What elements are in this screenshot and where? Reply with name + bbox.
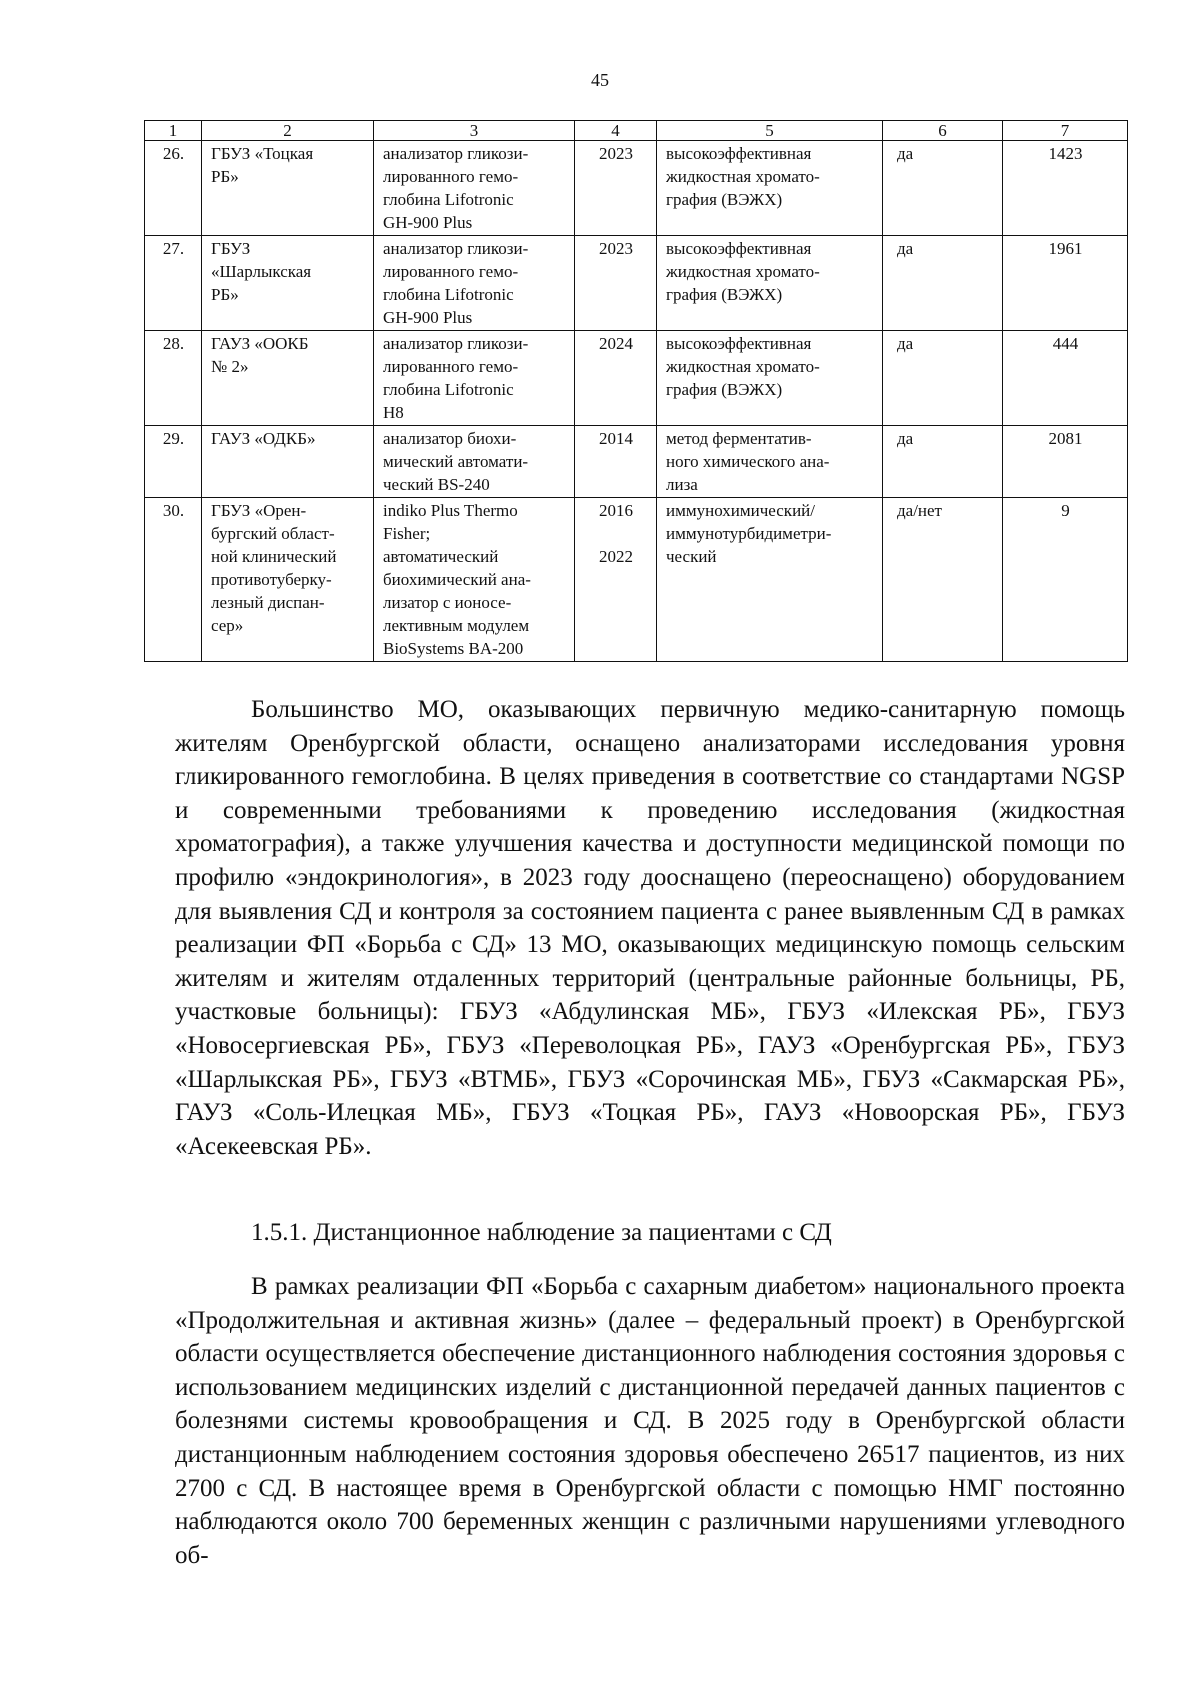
organization-cell: ГБУЗ «Шарлыкская РБ» bbox=[202, 236, 374, 331]
row-number: 29. bbox=[145, 426, 202, 498]
table-header-cell: 4 bbox=[575, 121, 657, 141]
device-cell: анализатор гликози- лированного гемо- глобина Lifotronic GH-900 Plus bbox=[374, 141, 575, 236]
page-number: 45 bbox=[591, 70, 609, 90]
year-cell: 2024 bbox=[575, 331, 657, 426]
device-cell: анализатор гликози- лированного гемо- глобина Lifotronic H8 bbox=[374, 331, 575, 426]
organization-cell: ГБУЗ «Тоцкая РБ» bbox=[202, 141, 374, 236]
table-row bbox=[145, 426, 1128, 498]
count-cell: 9 bbox=[1003, 498, 1128, 662]
organization-cell: ГАУЗ «ОДКБ» bbox=[202, 426, 374, 498]
table-header-cell: 5 bbox=[657, 121, 883, 141]
paragraph-remote-monitoring: В рамках реализации ФП «Борьба с сахарным диабетом» национального проекта «Продолжительная и активная жизнь» (далее – федеральный проект) в Оренбургской области осуществляется обеспечение дистанционного наблюдения состояния здоровья с использованием медицинских изделий с дистанционной передачей данных пациентов с болезнями системы кровообращения и СД. В 2025 году в Оренбургской области дистанционным наблюдением состояния здоровья обеспечено 26517 пациентов, из них 2700 с СД. В настоящее время в Оренбургской области с помощью НМГ постоянно наблюдаются около 700 беременных женщин с различными нарушениями углеводного об- bbox=[175, 1273, 1125, 1569]
device-cell: анализатор биохи- мический автомати- ческий BS-240 bbox=[374, 426, 575, 498]
method-cell: высокоэффективная жидкостная хромато- графия (ВЭЖХ) bbox=[657, 236, 883, 331]
paragraph-equipment: Большинство МО, оказывающих первичную медико-санитарную помощь жителям Оренбургской области, оснащено анализаторами исследования уровня гликированного гемоглобина. В целях приведения в соответствие со стандартами NGSP и современными требованиями к проведению исследования (жидкостная хроматография), а также улучшения качества и доступности медицинской помощи по профилю «эндокринология», в 2023 году дооснащено (переоснащено) оборудованием для выявления СД и контроля за состоянием пациента с ранее выявленным СД в рамках реализации ФП «Борьба с СД» 13 МО, оказывающих медицинскую помощь сельским жителям и жителям отдаленных территорий (центральные районные больницы, РБ, участковые больницы): ГБУЗ «Абдулинская МБ», ГБУЗ «Илекская РБ», ГБУЗ «Новосергиевская РБ», ГБУЗ «Переволоцкая РБ», ГАУЗ «Оренбургская РБ», ГБУЗ «Шарлыкская РБ», ГБУЗ «ВТМБ», ГБУЗ «Сорочинская МБ», ГБУЗ «Сакмарская РБ», ГАУЗ «Соль-Илецкая МБ», ГБУЗ «Тоцкая РБ», ГАУЗ «Новоорская РБ», ГБУЗ «Асекеевская РБ». bbox=[175, 696, 1125, 1160]
row-number: 26. bbox=[145, 141, 202, 236]
table-row bbox=[145, 236, 1128, 331]
method-cell: высокоэффективная жидкостная хромато- графия (ВЭЖХ) bbox=[657, 331, 883, 426]
count-cell: 1961 bbox=[1003, 236, 1128, 331]
count-cell: 444 bbox=[1003, 331, 1128, 426]
table-row bbox=[145, 498, 1128, 662]
table-row bbox=[145, 141, 1128, 236]
year-cell: 2014 bbox=[575, 426, 657, 498]
device-cell: indiko Plus Thermo Fisher; автоматический биохимический ана- лизатор с ионосе- лективным модулем BioSystems BA-200 bbox=[374, 498, 575, 662]
method-cell: метод ферментатив- ного химического ана- лиза bbox=[657, 426, 883, 498]
year-cell: 2023 bbox=[575, 236, 657, 331]
year-cell: 2023 bbox=[575, 141, 657, 236]
table-row bbox=[145, 331, 1128, 426]
flag-cell: да bbox=[883, 426, 1003, 498]
row-number: 27. bbox=[145, 236, 202, 331]
year-cell: 2016 2022 bbox=[575, 498, 657, 662]
section-heading: 1.5.1. Дистанционное наблюдение за пациентами с СД bbox=[251, 1219, 832, 1246]
equipment-table bbox=[144, 120, 1128, 662]
flag-cell: да bbox=[883, 331, 1003, 426]
table-header-cell: 6 bbox=[883, 121, 1003, 141]
flag-cell: да bbox=[883, 141, 1003, 236]
table-header-cell: 3 bbox=[374, 121, 575, 141]
organization-cell: ГАУЗ «ООКБ № 2» bbox=[202, 331, 374, 426]
method-cell: высокоэффективная жидкостная хромато- графия (ВЭЖХ) bbox=[657, 141, 883, 236]
flag-cell: да bbox=[883, 236, 1003, 331]
device-cell: анализатор гликози- лированного гемо- глобина Lifotronic GH-900 Plus bbox=[374, 236, 575, 331]
table-header-cell: 7 bbox=[1003, 121, 1128, 141]
organization-cell: ГБУЗ «Орен- бургский област- ной клинический противотуберку- лезный диспан- сер» bbox=[202, 498, 374, 662]
count-cell: 2081 bbox=[1003, 426, 1128, 498]
method-cell: иммунохимический/ иммунотурбидиметри- ческий bbox=[657, 498, 883, 662]
count-cell: 1423 bbox=[1003, 141, 1128, 236]
table-header-row bbox=[145, 121, 1128, 141]
flag-cell: да/нет bbox=[883, 498, 1003, 662]
row-number: 28. bbox=[145, 331, 202, 426]
table-header-cell: 1 bbox=[145, 121, 202, 141]
row-number: 30. bbox=[145, 498, 202, 662]
table-header-cell: 2 bbox=[202, 121, 374, 141]
